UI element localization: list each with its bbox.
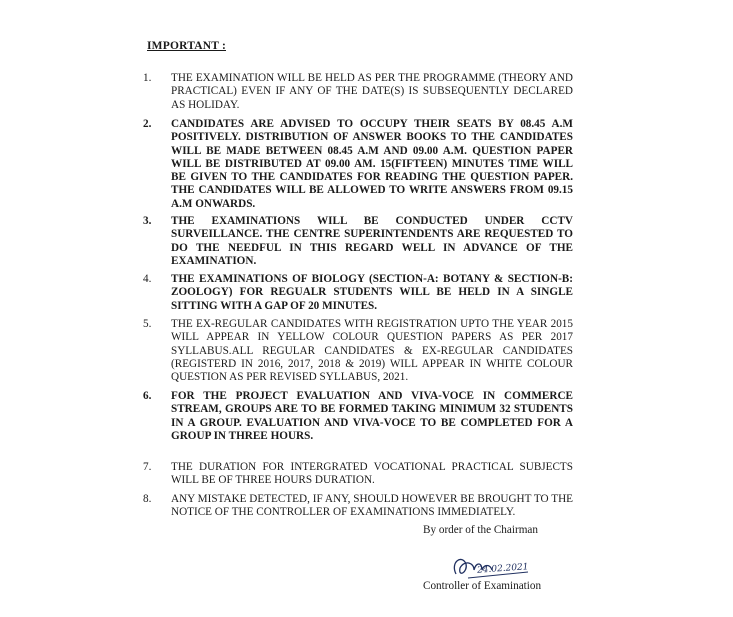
item-number: 4. xyxy=(143,273,152,285)
notice-item-2 xyxy=(143,118,573,211)
item-text: THE EXAMINATIONS WILL BE CONDUCTED UNDER CCTV SURVEILLANCE. THE CENTRE SUPERINTENDENTS ARE REQUESTED TO DO THE NEEDFUL IN THIS REGARD WELL IN ADVANCE OF THE EXAMINATION. xyxy=(171,215,573,267)
item-number: 7. xyxy=(143,461,152,473)
item-number: 2. xyxy=(143,118,152,130)
controller-title: Controller of Examination xyxy=(423,580,542,592)
notice-item-3 xyxy=(143,215,573,268)
signature-date: 24.02.2021 xyxy=(476,562,529,576)
notice-item-8 xyxy=(143,493,573,520)
item-number: 8. xyxy=(143,493,152,505)
notice-item-7 xyxy=(143,461,573,488)
notice-item-5 xyxy=(143,318,573,384)
item-text: THE EXAMINATION WILL BE HELD AS PER THE PROGRAMME (THEORY AND PRACTICAL) EVEN IF ANY OF THE DATE(S) IS SUBSEQUENTLY DECLARED AS HOLIDAY. xyxy=(171,72,573,111)
item-text: THE DURATION FOR INTERGRATED VOCATIONAL PRACTICAL SUBJECTS WILL BE OF THREE HOURS DURATION. xyxy=(171,461,573,487)
item-text: FOR THE PROJECT EVALUATION AND VIVA-VOCE IN COMMERCE STREAM, GROUPS ARE TO BE FORMED TAKING MINIMUM 32 STUDENTS IN A GROUP. EVALUATION AND VIVA-VOCE TO BE COMPLETED FOR A GROUP IN THREE HOURS. xyxy=(171,390,573,442)
item-text: THE EX-REGULAR CANDIDATES WITH REGISTRATION UPTO THE YEAR 2015 WILL APPEAR IN YELLOW COLOUR QUESTION PAPERS AS PER 2017 SYLLABUS.ALL REGULAR CANDIDATES & EX-REGULAR CANDIDATES (REGISTERD IN 2016, 2017, 2018 & 2019) WILL APPEAR IN WHITE COLOUR QUESTION AS PER REVISED SYLLABUS, 2021. xyxy=(171,318,573,384)
item-text: CANDIDATES ARE ADVISED TO OCCUPY THEIR SEATS BY 08.45 A.M POSITIVELY. DISTRIBUTION OF ANSWER BOOKS TO THE CANDIDATES WILL BE MADE BETWEEN 08.45 A.M AND 09.00 A.M. QUESTION PAPER WILL BE DISTRIBUTED AT 09.00 AM. 15(FIFTEEN) MINUTES TIME WILL BE GIVEN TO THE CANDIDATES FOR READING THE QUESTION PAPER. THE CANDIDATES WILL BE ALLOWED TO WRITE ANSWERS FROM 09.15 A.M ONWARDS. xyxy=(171,118,573,210)
notice-item-6 xyxy=(143,390,573,443)
item-number: 1. xyxy=(143,72,152,84)
item-number: 6. xyxy=(143,390,152,402)
notice-item-4 xyxy=(143,273,573,313)
item-number: 3. xyxy=(143,215,152,227)
item-number: 5. xyxy=(143,318,152,330)
item-text: THE EXAMINATIONS OF BIOLOGY (SECTION-A: BOTANY & SECTION-B: ZOOLOGY) FOR REGUALR STUDENTS WILL BE HELD IN A SINGLE SITTING WITH A GAP OF 20 MINUTES. xyxy=(171,273,573,312)
order-line: By order of the Chairman xyxy=(423,524,538,536)
important-heading: IMPORTANT : xyxy=(147,40,226,52)
notice-item-1 xyxy=(143,72,573,112)
item-text: ANY MISTAKE DETECTED, IF ANY, SHOULD HOWEVER BE BROUGHT TO THE NOTICE OF THE CONTROLLER OF EXAMINATIONS IMMEDIATELY. xyxy=(171,493,573,519)
